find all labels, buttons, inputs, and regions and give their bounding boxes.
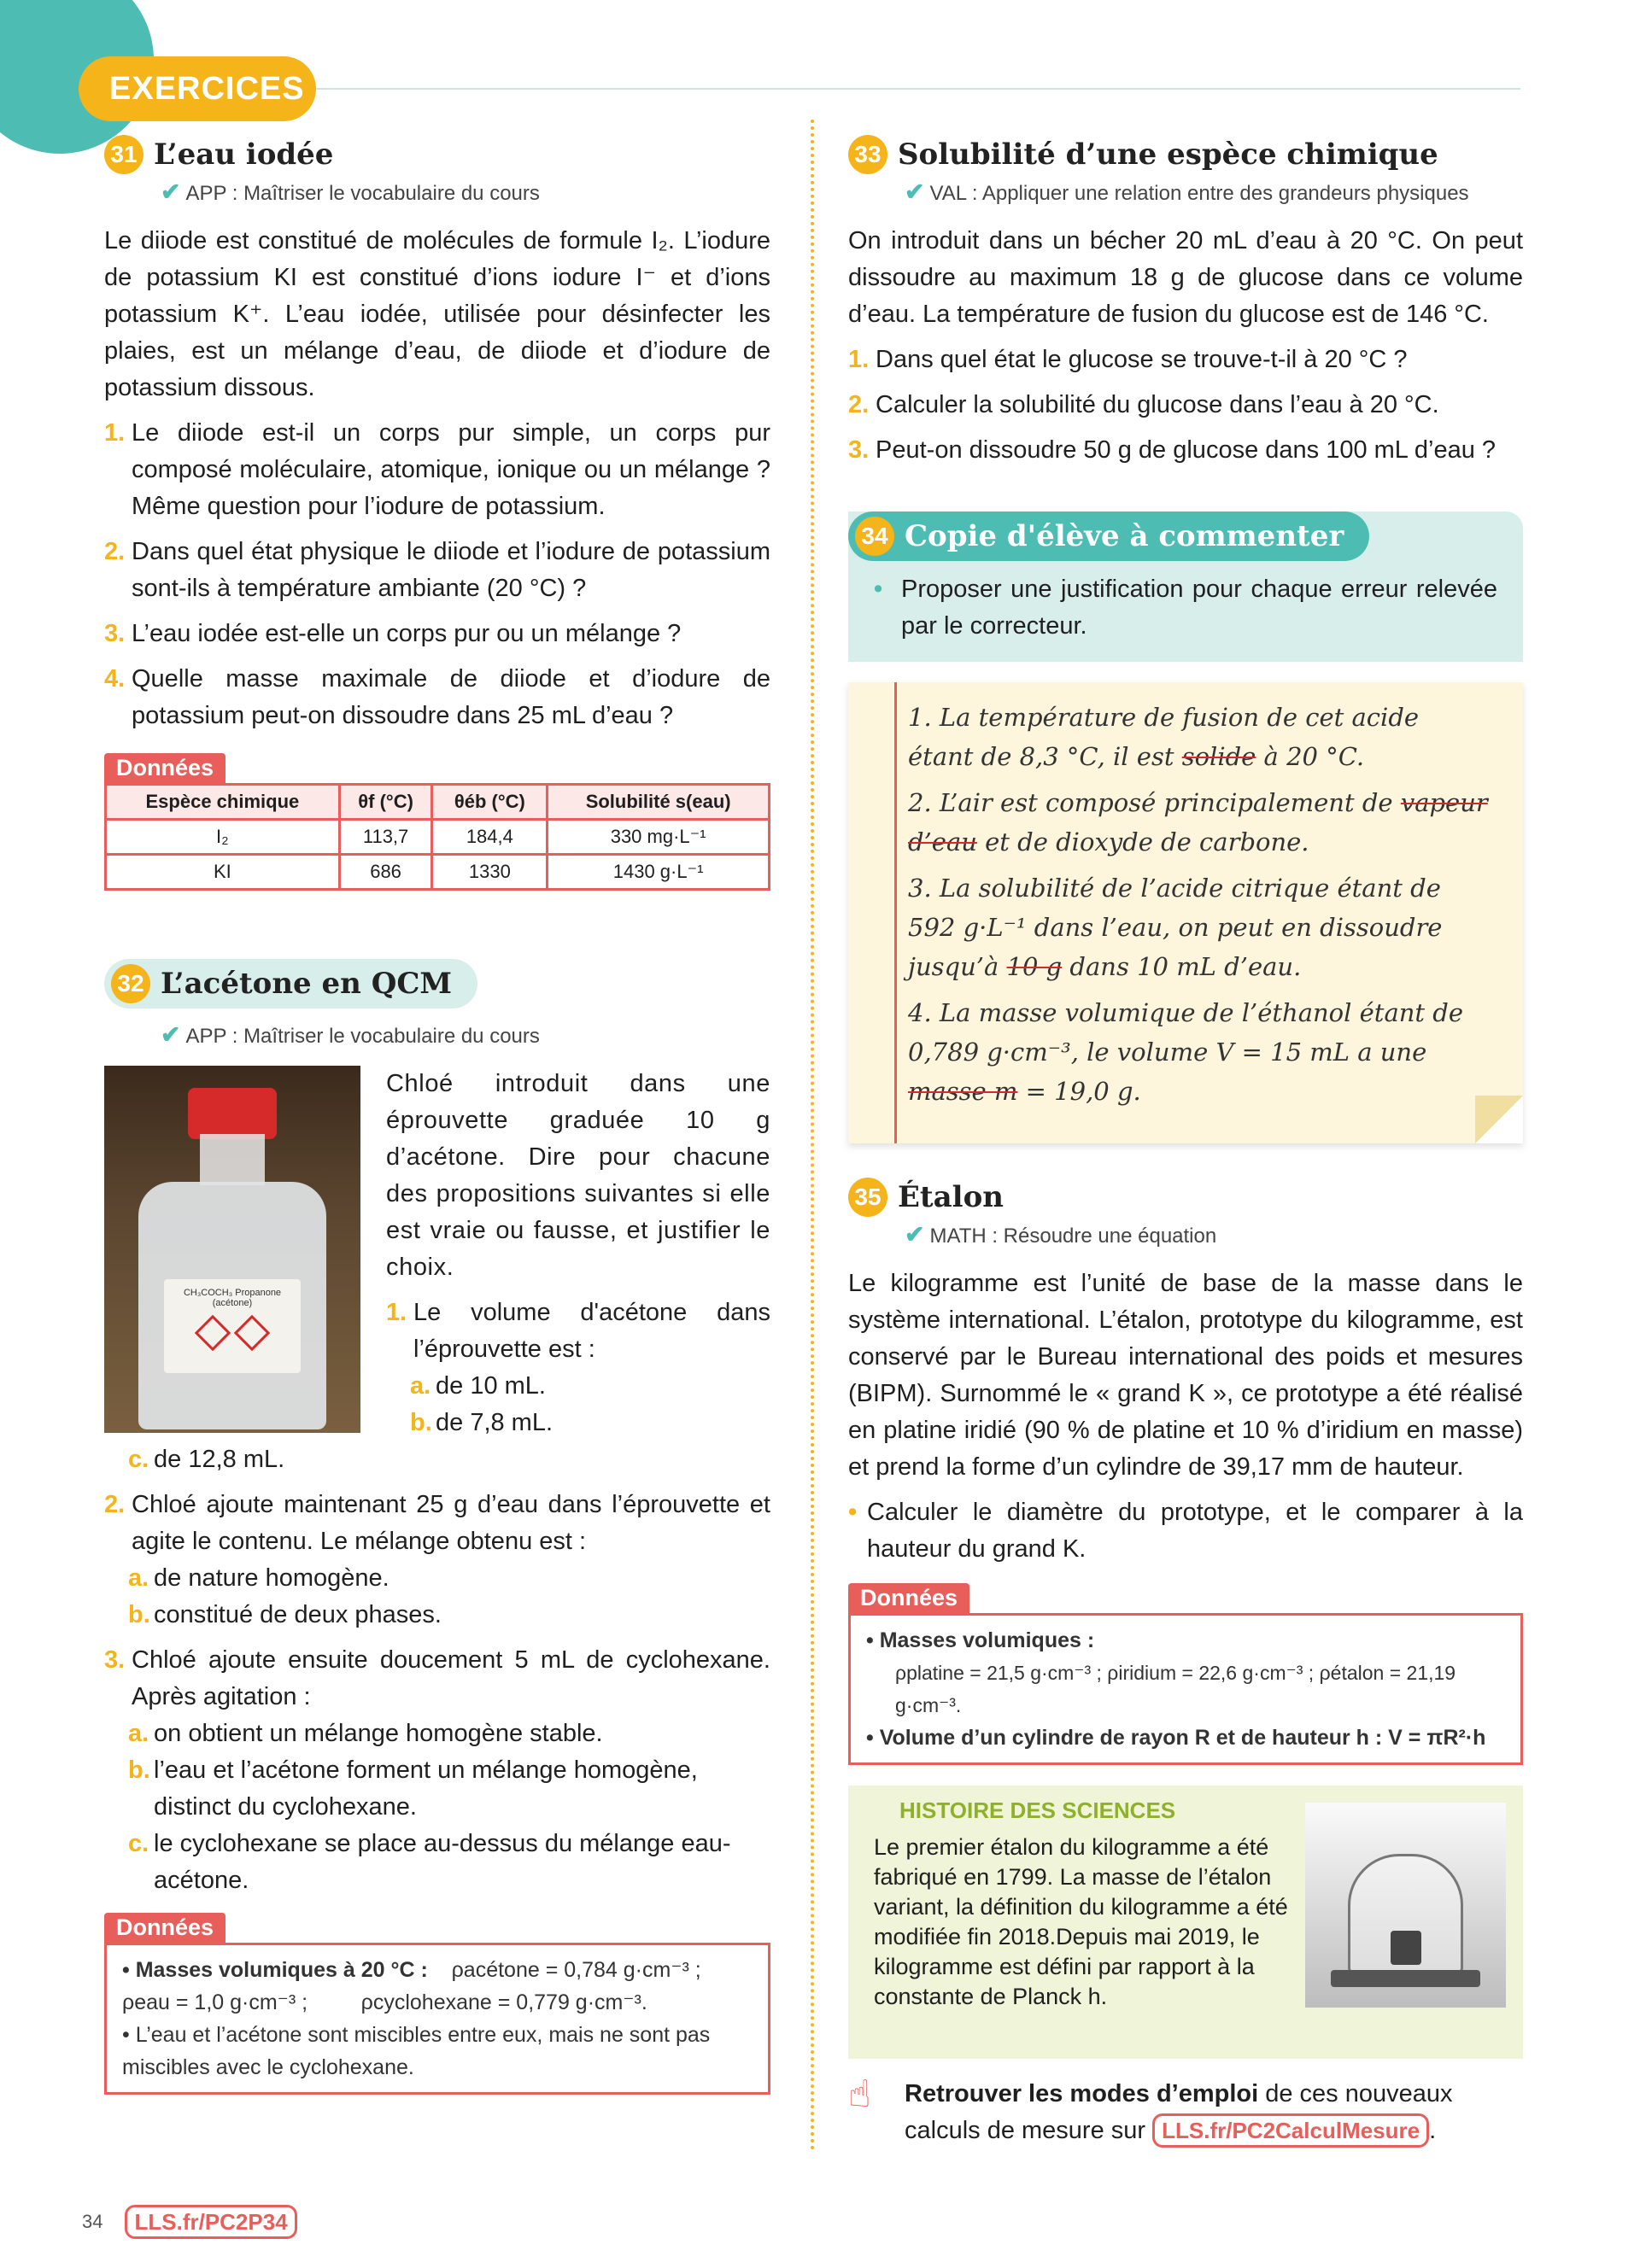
acetone-bottle-photo: CH₃COCH₃ Propanone (acétone) — [104, 1066, 360, 1433]
skill-line: ✔ VAL : Appliquer une relation entre des grandeurs physiques — [905, 178, 1469, 205]
check-icon: ✔ — [905, 178, 925, 205]
option: b. l’eau et l’acétone forment un mélange homogène, distinct du cyclohexane. — [128, 1757, 698, 1821]
option: a. de 10 mL. — [410, 1372, 546, 1400]
exercise-intro: Le kilogramme est l’unité de base de la masse dans le système international. L’étalon, prototype du kilogramme, est conservé par le Bureau international des poids et mesures (BIPM). Surnommé le « grand K », ce prototype a été réalisé en platine iridié (90 % de platine et 10 % d’iridium en masse) et prend la forme d’un cylindre de 39,17 mm de hauteur. — [848, 1270, 1523, 1481]
donnees-block — [104, 753, 770, 891]
exercise-header — [848, 511, 1369, 561]
exercise-number: 32 — [111, 964, 150, 1003]
exercise-number: 34 — [855, 517, 894, 556]
copy-line: 4. La masse volumique de l’éthanol étant de 0,789 g·cm⁻³, le volume V = 15 mL a une masse m = 19,0 g. — [908, 998, 1464, 1106]
page-link[interactable]: LLS.fr/PC2P34 — [125, 2205, 296, 2239]
exercise-title: Solubilité d’une espèce chimique — [898, 137, 1438, 172]
page-number: 34 — [82, 2211, 103, 2232]
exercise-title: L’eau iodée — [154, 137, 334, 172]
question: 3. Chloé ajoute ensuite doucement 5 mL de cyclohexane. Après agitation : — [104, 1646, 770, 1710]
column-separator — [811, 120, 814, 2152]
exercise-34 — [848, 511, 1523, 1143]
page-fold — [1475, 1096, 1523, 1143]
exercise-title: Étalon — [898, 1180, 1004, 1214]
question: 3. L’eau iodée est-elle un corps pur ou un mélange ? — [104, 620, 682, 647]
check-icon: ✔ — [161, 1021, 181, 1048]
donnees-box: • Masses volumiques à 20 °C : ρacétone = 0,784 g·cm⁻³ ; ρeau = 1,0 g·cm⁻³ ; ρcyclohexane = 0,779 g·cm⁻³. • L’eau et l’acétone sont miscibles entre eux, mais ne sont pas miscibles avec le cyclohexane. — [104, 1943, 770, 2095]
exercise-header — [104, 959, 477, 1008]
copy-line: 3. La solubilité de l’acide citrique étant de 592 g·L⁻¹ dans l’eau, on peut en dissoudre jusqu’à 10 g dans 10 mL d’eau. — [908, 874, 1443, 981]
question: 4. Quelle masse maximale de diiode et d’iodure de potassium peut-on dissoudre dans 25 mL d’eau ? — [104, 665, 770, 729]
exercise-intro: Le diiode est constitué de molécules de formule I₂. L’iodure de potassium KI est constitué d’ions iodure I⁻ et d’ions potassium K⁺. L’eau iodée, utilisée pour désinfecter les plaies, est un mélange d’eau, de diiode et d’iodure de potassium dissous. — [104, 227, 770, 401]
question: 1. Le diiode est-il un corps pur simple, un corps pur composé moléculaire, atomique, ionique ou un mélange ? Même question pour l’iodure de potassium. — [104, 419, 770, 520]
pointing-hand-icon: ☝ — [848, 2073, 871, 2115]
copy-line: 1. La température de fusion de cet acide étant de 8,3 °C, il est solide à 20 °C. — [908, 703, 1420, 771]
calcul-mesure-link[interactable]: LLS.fr/PC2CalculMesure — [1152, 2113, 1429, 2148]
donnees-box: • Masses volumiques : ρplatine = 21,5 g·cm⁻³ ; ρiridium = 22,6 g·cm⁻³ ; ρétalon = 21,19 g·cm⁻³. • Volume d’un cylindre de rayon R et de hauteur h : V = πR²·h — [848, 1613, 1523, 1765]
exercise-intro: Chloé introduit dans une éprouvette graduée 10 g d’acétone. Dire pour chacune des propositions suivantes si elle est vraie ou fausse, et justifier le choix. — [386, 1070, 770, 1281]
exercise-number: 35 — [848, 1178, 887, 1217]
retrouver-line: ☝ Retrouver les modes d’emploi de ces nouveaux calculs de mesure sur LLS.fr/PC2CalculMesure . — [848, 2076, 1523, 2149]
donnees-tag: Données — [104, 753, 226, 783]
exercise-34-header — [848, 511, 1523, 662]
kilogram-prototype-photo — [1305, 1803, 1506, 2008]
exercise-title: Copie d'élève à commenter — [905, 519, 1344, 553]
student-copy — [848, 682, 1523, 1143]
exercise-32 — [104, 959, 770, 2095]
right-column — [848, 135, 1523, 2149]
table-row: I₂ 113,7 184,4 330 mg·L⁻¹ — [106, 820, 770, 855]
exercise-header — [104, 135, 770, 174]
bullet-icon: • — [848, 1499, 858, 1526]
option: b. constitué de deux phases. — [128, 1601, 442, 1628]
donnees-tag: Données — [104, 1913, 226, 1943]
donnees-block — [848, 1583, 1523, 1765]
table-header: Solubilité s(eau) — [548, 785, 770, 820]
question: 2. Dans quel état physique le diiode et l’iodure de potassium sont-ils à température ambiante (20 °C) ? — [104, 538, 770, 602]
exercise-33 — [848, 135, 1523, 469]
option: a. on obtient un mélange homogène stable. — [128, 1720, 603, 1747]
check-icon: ✔ — [161, 178, 181, 205]
section-banner: EXERCICES — [79, 56, 316, 121]
option: c. de 12,8 mL. — [128, 1446, 285, 1473]
instruction: • Proposer une justification pour chaque erreur relevée par le correcteur. — [874, 571, 1497, 645]
exercise-header — [848, 1178, 1523, 1217]
question: 1. Dans quel état le glucose se trouve-t-il à 20 °C ? — [848, 346, 1408, 373]
skill-line: ✔ APP : Maîtriser le vocabulaire du cours — [161, 178, 540, 205]
option: c. le cyclohexane se place au-dessus du mélange eau-acétone. — [128, 1830, 731, 1894]
exercise-number: 33 — [848, 135, 887, 174]
left-column — [104, 135, 770, 2095]
exercise-title: L’acétone en QCM — [161, 967, 453, 1001]
exercise-35 — [848, 1178, 1523, 2149]
question: 2. Chloé ajoute maintenant 25 g d’eau dans l’éprouvette et agite le contenu. Le mélange obtenu est : — [104, 1491, 770, 1555]
exercise-number: 31 — [104, 135, 144, 174]
table-header: Espèce chimique — [106, 785, 340, 820]
question: 3. Peut-on dissoudre 50 g de glucose dans 100 mL d’eau ? — [848, 436, 1496, 464]
question: 2. Calculer la solubilité du glucose dans l’eau à 20 °C. — [848, 391, 1439, 418]
donnees-block — [104, 1913, 770, 2095]
donnees-tag: Données — [848, 1583, 969, 1613]
task: • Calculer le diamètre du prototype, et le comparer à la hauteur du grand K. — [848, 1494, 1523, 1568]
option: b. de 7,8 mL. — [410, 1409, 554, 1436]
history-text: Le premier étalon du kilogramme a été fabriqué en 1799. La masse de l’étalon variant, la définition du kilogramme a été modifiée fin 2018.Depuis mai 2019, le kilogramme est défini par rapport à la constante de Planck h. — [874, 1834, 1288, 2009]
bullet-icon: • — [874, 576, 883, 603]
exercise-header — [848, 135, 1523, 174]
option: a. de nature homogène. — [128, 1564, 390, 1592]
question: 1. Le volume d'acétone dans l’éprouvette est : — [386, 1299, 770, 1363]
top-rule — [316, 88, 1520, 90]
copy-line: 2. L’air est composé principalement de vapeur d’eau et de dioxyde de carbone. — [908, 788, 1488, 856]
table-header: θf (°C) — [339, 785, 432, 820]
check-icon: ✔ — [905, 1221, 925, 1248]
page-footer — [82, 2205, 297, 2239]
data-table — [104, 783, 770, 891]
exercise-31 — [104, 135, 770, 891]
skill-line: ✔ APP : Maîtriser le vocabulaire du cours — [161, 1021, 540, 1048]
table-row: KI 686 1330 1430 g·L⁻¹ — [106, 855, 770, 890]
table-header: θéb (°C) — [432, 785, 548, 820]
history-box — [848, 1786, 1523, 2059]
skill-line: ✔ MATH : Résoudre une équation — [905, 1221, 1217, 1248]
exercise-intro: On introduit dans un bécher 20 mL d’eau à 20 °C. On peut dissoudre au maximum 18 g de glucose dans ce volume d’eau. La température de fusion du glucose est de 146 °C. — [848, 227, 1523, 328]
history-title: HISTOIRE DES SCIENCES — [899, 1797, 1176, 1823]
